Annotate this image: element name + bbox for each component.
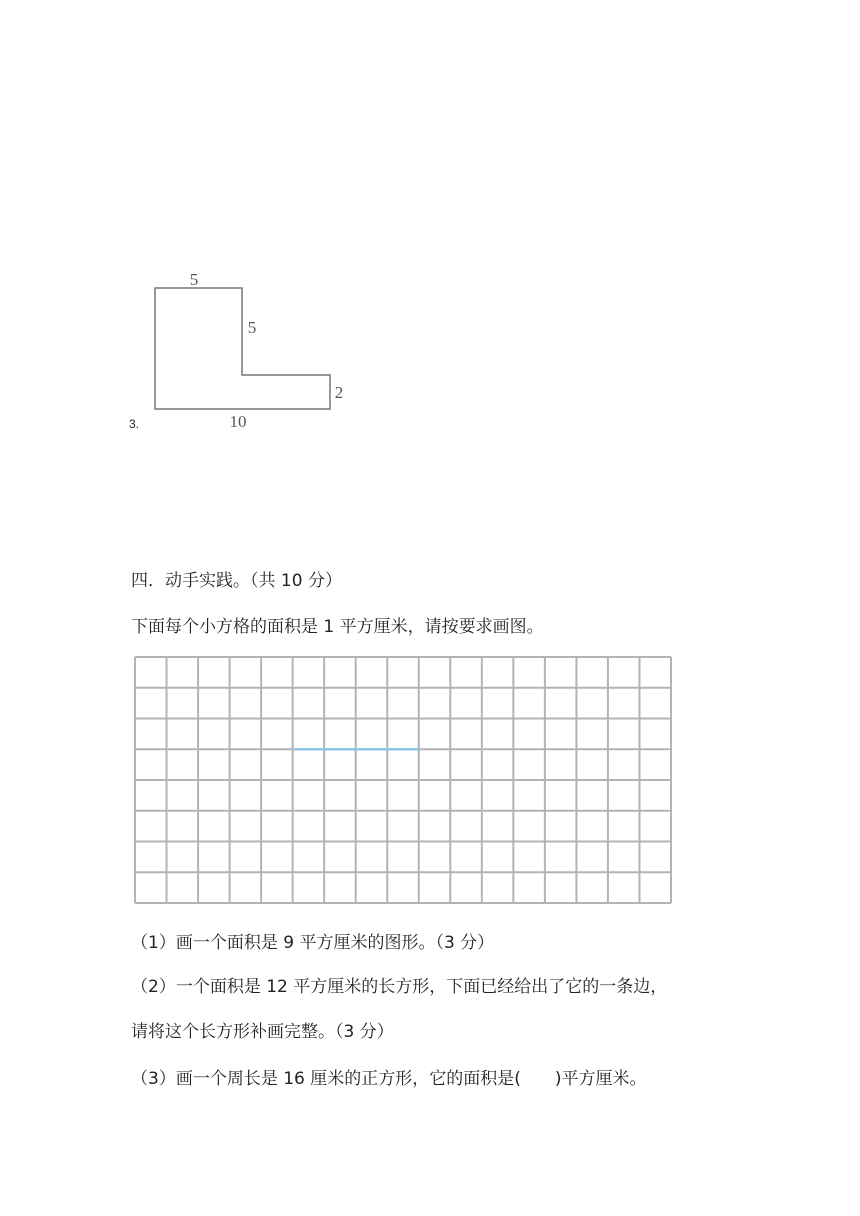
dim-bottom: 10 — [229, 412, 247, 431]
l-shape-outline — [155, 288, 330, 409]
question-3: （3）画一个周长是 16 厘米的正方形，它的面积是( )平方厘米。 — [131, 1069, 647, 1089]
dim-right-upper: 5 — [247, 318, 257, 337]
dim-right-lower: 2 — [334, 383, 344, 402]
square-grid[interactable] — [133, 655, 673, 905]
question-2-continuation: 请将这个长方形补画完整。（3 分） — [131, 1022, 394, 1042]
l-shape-figure — [140, 262, 360, 437]
figure-number: 3. — [129, 417, 140, 431]
section-title: 四．动手实践。（共 10 分） — [131, 571, 342, 591]
section-instruction: 下面每个小方格的面积是 1 平方厘米，请按要求画图。 — [131, 617, 544, 637]
dim-top: 5 — [189, 270, 199, 289]
question-2: （2）一个面积是 12 平方厘米的长方形，下面已经给出了它的一条边， — [131, 977, 668, 997]
question-1: （1）画一个面积是 9 平方厘米的图形。（3 分） — [131, 933, 495, 953]
